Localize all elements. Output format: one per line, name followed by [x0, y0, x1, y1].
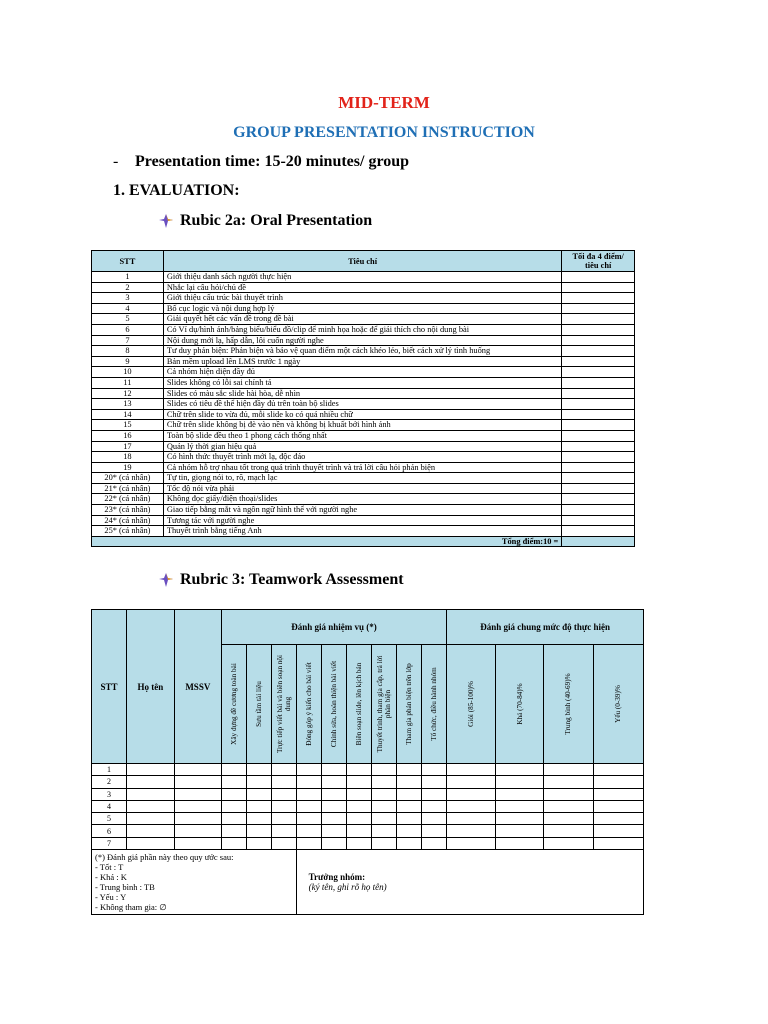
task-label: Tổ chức, điều hành nhóm: [430, 667, 439, 741]
input-cell[interactable]: [271, 788, 296, 800]
input-cell[interactable]: [174, 800, 221, 812]
input-cell[interactable]: [271, 764, 296, 776]
row-stt: 4: [92, 800, 127, 812]
row-criteria: Quản lý thời gian hiệu quả: [163, 441, 561, 452]
overall-column: [544, 645, 594, 764]
row-stt: 6: [92, 825, 127, 837]
input-cell[interactable]: [397, 764, 422, 776]
input-cell[interactable]: [271, 837, 296, 849]
input-cell[interactable]: [321, 825, 347, 837]
score-cell[interactable]: [562, 282, 635, 293]
page-title: MID-TERM: [338, 93, 430, 112]
input-cell[interactable]: [593, 788, 643, 800]
input-cell[interactable]: [544, 825, 594, 837]
input-cell[interactable]: [296, 788, 321, 800]
table-row: [92, 430, 635, 441]
row-stt: 6: [92, 324, 164, 335]
input-cell[interactable]: [372, 788, 397, 800]
input-cell[interactable]: [246, 764, 271, 776]
row-criteria: Giải quyết hết các vấn đề trong đề bài: [163, 314, 561, 325]
score-cell[interactable]: [562, 473, 635, 484]
overall-column: [593, 645, 643, 764]
row-stt: 4: [92, 303, 164, 314]
col-stt: STT: [92, 251, 164, 272]
row-stt: 15: [92, 420, 164, 431]
row-stt: 9: [92, 356, 164, 367]
input-cell[interactable]: [321, 776, 347, 788]
legend-line: - Không tham gia: ∅: [95, 902, 167, 913]
input-cell[interactable]: [347, 764, 372, 776]
row-criteria: Slides có màu sắc slide hài hòa, dễ nhìn: [163, 388, 561, 399]
input-cell[interactable]: [321, 764, 347, 776]
table-row: [92, 272, 635, 283]
total-row: [92, 536, 635, 547]
table-row: [92, 335, 635, 346]
row-stt: 16: [92, 430, 164, 441]
legend-line: - Yếu : Y: [95, 892, 127, 903]
input-cell[interactable]: [221, 788, 246, 800]
input-cell[interactable]: [126, 776, 174, 788]
input-cell[interactable]: [296, 825, 321, 837]
bullet-dash: -: [113, 153, 119, 170]
table-row: [92, 293, 635, 304]
input-cell[interactable]: [397, 800, 422, 812]
row-stt: 5: [92, 813, 127, 825]
input-cell[interactable]: [496, 776, 544, 788]
row-stt: 7: [92, 335, 164, 346]
table-header-row: [92, 251, 635, 272]
row-stt: 18: [92, 452, 164, 463]
row-stt: 11: [92, 377, 164, 388]
table-row: [92, 813, 644, 825]
row-stt: 19: [92, 462, 164, 473]
rubric-3-title: Rubric 3: Teamwork Assessment: [180, 571, 404, 588]
evaluation-heading: 1. EVALUATION:: [113, 182, 240, 199]
score-cell[interactable]: [562, 462, 635, 473]
input-cell[interactable]: [544, 837, 594, 849]
legend-line: - Khá : K: [95, 872, 127, 883]
table-row: [92, 409, 635, 420]
input-cell[interactable]: [246, 788, 271, 800]
input-cell[interactable]: [246, 800, 271, 812]
table-row: [92, 473, 635, 484]
input-cell[interactable]: [422, 764, 447, 776]
input-cell[interactable]: [372, 776, 397, 788]
input-cell[interactable]: [447, 788, 496, 800]
row-criteria: Cả nhóm hỗ trợ nhau tốt trong quá trình thuyết trình và trả lời câu hỏi phản biện: [163, 462, 561, 473]
score-cell[interactable]: [562, 335, 635, 346]
table-row: [92, 388, 635, 399]
input-cell[interactable]: [397, 813, 422, 825]
input-cell[interactable]: [447, 813, 496, 825]
input-cell[interactable]: [347, 788, 372, 800]
input-cell[interactable]: [447, 800, 496, 812]
input-cell[interactable]: [221, 837, 246, 849]
input-cell[interactable]: [126, 788, 174, 800]
overall-label: Yếu (0-39)%: [614, 685, 623, 723]
input-cell[interactable]: [496, 825, 544, 837]
input-cell[interactable]: [321, 788, 347, 800]
row-stt: 22* (cá nhân): [92, 494, 164, 505]
input-cell[interactable]: [221, 764, 246, 776]
score-cell[interactable]: [562, 494, 635, 505]
legend-line: - Trung bình : TB: [95, 882, 155, 893]
notes-row: [92, 850, 644, 915]
input-cell[interactable]: [544, 813, 594, 825]
score-cell[interactable]: [562, 420, 635, 431]
score-cell[interactable]: [562, 441, 635, 452]
input-cell[interactable]: [221, 825, 246, 837]
pushpin-icon: [158, 572, 174, 588]
task-column: [296, 645, 321, 764]
col-max-score: Tối đa 4 điểm/ tiêu chí: [562, 251, 635, 272]
input-cell[interactable]: [593, 800, 643, 812]
input-cell[interactable]: [246, 813, 271, 825]
col-name: Họ tên: [126, 610, 174, 764]
input-cell[interactable]: [397, 788, 422, 800]
total-score-cell[interactable]: [562, 536, 635, 547]
score-cell[interactable]: [562, 377, 635, 388]
task-column: [422, 645, 447, 764]
row-stt: 8: [92, 346, 164, 357]
input-cell[interactable]: [496, 837, 544, 849]
row-criteria: Giới thiệu danh sách người thực hiện: [163, 272, 561, 283]
row-stt: 2: [92, 776, 127, 788]
input-cell[interactable]: [221, 776, 246, 788]
row-stt: 3: [92, 293, 164, 304]
task-column: [397, 645, 422, 764]
row-stt: 1: [92, 272, 164, 283]
teamwork-table: [91, 609, 644, 915]
row-criteria: Không đọc giấy/điện thoại/slides: [163, 494, 561, 505]
row-stt: 7: [92, 837, 127, 849]
table-row: [92, 515, 635, 526]
oral-presentation-table: [91, 250, 635, 547]
input-cell[interactable]: [544, 764, 594, 776]
rubric-3-heading: [158, 571, 404, 589]
table-row: [92, 356, 635, 367]
task-label: Trực tiếp viết bài và biên soạn nội dung: [275, 654, 292, 754]
score-cell[interactable]: [562, 430, 635, 441]
input-cell[interactable]: [271, 776, 296, 788]
input-cell[interactable]: [174, 837, 221, 849]
row-stt: 1: [92, 764, 127, 776]
overall-label: Giỏi (85-100)%: [467, 681, 476, 727]
group-overall-evaluation: Đánh giá chung mức độ thực hiện: [447, 610, 644, 645]
row-criteria: Tư duy phản biện: Phản biện và bảo vệ quan điểm một cách khéo léo, biết cách xử lý tình huống: [163, 346, 561, 357]
input-cell[interactable]: [271, 825, 296, 837]
row-criteria: Có hình thức thuyết trình mới lạ, độc đáo: [163, 452, 561, 463]
input-cell[interactable]: [126, 837, 174, 849]
task-label: Chỉnh sửa, hoàn thiện bài viết: [330, 660, 339, 748]
table-row: [92, 494, 635, 505]
input-cell[interactable]: [397, 825, 422, 837]
input-cell[interactable]: [544, 776, 594, 788]
overall-label: Trung bình (40-69)%: [564, 673, 573, 735]
table-row: [92, 764, 644, 776]
input-cell[interactable]: [372, 800, 397, 812]
input-cell[interactable]: [347, 776, 372, 788]
input-cell[interactable]: [174, 825, 221, 837]
row-criteria: Tương tác với người nghe: [163, 515, 561, 526]
row-criteria: Giới thiệu cấu trúc bài thuyết trình: [163, 293, 561, 304]
score-cell[interactable]: [562, 346, 635, 357]
table-row: [92, 483, 635, 494]
task-label: Thuyết trình, tham gia cắp, trả lời phản biện: [376, 655, 393, 753]
input-cell[interactable]: [422, 825, 447, 837]
leader-label: Trưởng nhóm:: [308, 872, 366, 883]
row-criteria: Nội dung mới lạ, hấp dẫn, lôi cuốn người nghe: [163, 335, 561, 346]
input-cell[interactable]: [126, 800, 174, 812]
table-row: [92, 825, 644, 837]
row-criteria: Slides có tiêu đề thể hiện đầy đủ trên toàn bộ slides: [163, 399, 561, 410]
row-criteria: Có Ví dụ/hình ảnh/bảng biểu/biểu đồ/clip để minh họa hoặc để giải thích cho nội dung bài: [163, 324, 561, 335]
overall-label: Khá (70-84)%: [515, 683, 524, 725]
total-label: Tổng điểm:10 =: [92, 536, 562, 547]
row-criteria: Thuyết trình bằng tiếng Anh: [163, 526, 561, 537]
task-column: [221, 645, 246, 764]
row-stt: 10: [92, 367, 164, 378]
legend-notes: [92, 850, 297, 915]
input-cell[interactable]: [296, 800, 321, 812]
input-cell[interactable]: [593, 825, 643, 837]
row-stt: 21* (cá nhân): [92, 483, 164, 494]
input-cell[interactable]: [174, 788, 221, 800]
row-criteria: Bố cục logic và nội dung hợp lý: [163, 303, 561, 314]
presentation-time: [113, 153, 409, 171]
table-row: [92, 441, 635, 452]
input-cell[interactable]: [296, 813, 321, 825]
input-cell[interactable]: [126, 825, 174, 837]
task-label: Biên soạn slide, lên kịch bản: [355, 662, 364, 746]
group-task-evaluation: Đánh giá nhiệm vụ (*): [221, 610, 446, 645]
table-row: [92, 399, 635, 410]
input-cell[interactable]: [321, 813, 347, 825]
task-label: Đóng góp ý kiến cho bài viết: [304, 662, 313, 746]
input-cell[interactable]: [174, 764, 221, 776]
table-row: [92, 303, 635, 314]
table-row: [92, 505, 635, 516]
page-subtitle: GROUP PRESENTATION INSTRUCTION: [233, 124, 535, 141]
row-criteria: Bản mềm upload lên LMS trước 1 ngày: [163, 356, 561, 367]
leader-signature[interactable]: [296, 850, 643, 915]
input-cell[interactable]: [422, 788, 447, 800]
score-cell[interactable]: [562, 526, 635, 537]
table-row: [92, 367, 635, 378]
row-criteria: Toàn bộ slide đều theo 1 phong cách thống nhất: [163, 430, 561, 441]
row-criteria: Tự tin, giọng nói to, rõ, mạch lạc: [163, 473, 561, 484]
input-cell[interactable]: [544, 800, 594, 812]
row-stt: 17: [92, 441, 164, 452]
input-cell[interactable]: [296, 837, 321, 849]
input-cell[interactable]: [246, 776, 271, 788]
task-column: [246, 645, 271, 764]
input-cell[interactable]: [347, 837, 372, 849]
input-cell[interactable]: [271, 800, 296, 812]
input-cell[interactable]: [447, 776, 496, 788]
row-stt: 20* (cá nhân): [92, 473, 164, 484]
task-label: Tham gia phản biện trên lớp: [405, 663, 414, 745]
input-cell[interactable]: [296, 764, 321, 776]
col-student-id: MSSV: [174, 610, 221, 764]
score-cell[interactable]: [562, 515, 635, 526]
score-cell[interactable]: [562, 272, 635, 283]
input-cell[interactable]: [593, 764, 643, 776]
row-stt: 13: [92, 399, 164, 410]
row-stt: 25* (cá nhân): [92, 526, 164, 537]
input-cell[interactable]: [246, 825, 271, 837]
input-cell[interactable]: [422, 800, 447, 812]
input-cell[interactable]: [221, 800, 246, 812]
task-column: [271, 645, 296, 764]
task-label: Xây dựng đề cương toàn bài: [229, 663, 238, 745]
presentation-time-text: Presentation time: 15-20 minutes/ group: [135, 153, 410, 170]
input-cell[interactable]: [296, 776, 321, 788]
row-stt: 3: [92, 788, 127, 800]
input-cell[interactable]: [372, 764, 397, 776]
input-cell[interactable]: [372, 837, 397, 849]
input-cell[interactable]: [347, 813, 372, 825]
table-row: [92, 282, 635, 293]
score-cell[interactable]: [562, 452, 635, 463]
input-cell[interactable]: [174, 776, 221, 788]
row-stt: 23* (cá nhân): [92, 505, 164, 516]
table-row: [92, 314, 635, 325]
legend-line: (*) Đánh giá phần này theo quy ước sau:: [95, 852, 234, 863]
row-stt: 14: [92, 409, 164, 420]
score-cell[interactable]: [562, 409, 635, 420]
input-cell[interactable]: [447, 837, 496, 849]
input-cell[interactable]: [221, 813, 246, 825]
score-cell[interactable]: [562, 356, 635, 367]
input-cell[interactable]: [593, 837, 643, 849]
row-criteria: Chữ trên slide không bị đè vào nền và không bị khuất bởi hình ảnh: [163, 420, 561, 431]
table-row: [92, 377, 635, 388]
header-row-top: [92, 610, 644, 645]
table-row: [92, 346, 635, 357]
input-cell[interactable]: [397, 837, 422, 849]
input-cell[interactable]: [447, 764, 496, 776]
col-stt: STT: [92, 610, 127, 764]
input-cell[interactable]: [126, 813, 174, 825]
score-cell[interactable]: [562, 388, 635, 399]
pushpin-icon: [158, 213, 174, 229]
input-cell[interactable]: [347, 800, 372, 812]
row-criteria: Giao tiếp bằng mắt và ngôn ngữ hình thể với người nghe: [163, 505, 561, 516]
input-cell[interactable]: [447, 825, 496, 837]
task-column: [347, 645, 372, 764]
row-stt: 12: [92, 388, 164, 399]
table-row: [92, 837, 644, 849]
input-cell[interactable]: [496, 813, 544, 825]
task-column: [321, 645, 347, 764]
overall-column: [496, 645, 544, 764]
row-stt: 2: [92, 282, 164, 293]
input-cell[interactable]: [593, 813, 643, 825]
table-row: [92, 324, 635, 335]
leader-hint: (ký tên, ghi rõ họ tên): [308, 882, 387, 893]
row-stt: 5: [92, 314, 164, 325]
input-cell[interactable]: [496, 764, 544, 776]
score-cell[interactable]: [562, 483, 635, 494]
input-cell[interactable]: [372, 813, 397, 825]
rubric-2a-title: Rubic 2a: Oral Presentation: [180, 212, 373, 229]
score-cell[interactable]: [562, 399, 635, 410]
input-cell[interactable]: [321, 800, 347, 812]
input-cell[interactable]: [397, 776, 422, 788]
table-row: [92, 800, 644, 812]
score-cell[interactable]: [562, 324, 635, 335]
input-cell[interactable]: [174, 813, 221, 825]
score-cell[interactable]: [562, 367, 635, 378]
task-column: [372, 645, 397, 764]
row-criteria: Chữ trên slide to vừa đủ, mỗi slide ko có quá nhiều chữ: [163, 409, 561, 420]
input-cell[interactable]: [422, 837, 447, 849]
row-criteria: Nhắc lại câu hỏi/chủ đề: [163, 282, 561, 293]
input-cell[interactable]: [496, 788, 544, 800]
table-row: [92, 452, 635, 463]
row-criteria: Tốc độ nói vừa phải: [163, 483, 561, 494]
rubric-2a-heading: [158, 212, 372, 230]
table-row: [92, 788, 644, 800]
score-cell[interactable]: [562, 314, 635, 325]
input-cell[interactable]: [422, 813, 447, 825]
task-label: Sưu tầm tài liệu: [254, 681, 263, 727]
score-cell[interactable]: [562, 303, 635, 314]
input-cell[interactable]: [544, 788, 594, 800]
input-cell[interactable]: [372, 825, 397, 837]
row-criteria: Cả nhóm hiện diện đầy đủ: [163, 367, 561, 378]
input-cell[interactable]: [496, 800, 544, 812]
input-cell[interactable]: [126, 764, 174, 776]
row-criteria: Slides không có lỗi sai chính tả: [163, 377, 561, 388]
score-cell[interactable]: [562, 293, 635, 304]
input-cell[interactable]: [422, 776, 447, 788]
input-cell[interactable]: [321, 837, 347, 849]
col-criteria: Tiêu chí: [163, 251, 561, 272]
score-cell[interactable]: [562, 505, 635, 516]
table-row: [92, 526, 635, 537]
input-cell[interactable]: [246, 837, 271, 849]
row-stt: 24* (cá nhân): [92, 515, 164, 526]
table-row: [92, 776, 644, 788]
overall-column: [447, 645, 496, 764]
legend-line: - Tốt : T: [95, 862, 124, 873]
table-row: [92, 462, 635, 473]
input-cell[interactable]: [593, 776, 643, 788]
table-row: [92, 420, 635, 431]
input-cell[interactable]: [347, 825, 372, 837]
input-cell[interactable]: [271, 813, 296, 825]
